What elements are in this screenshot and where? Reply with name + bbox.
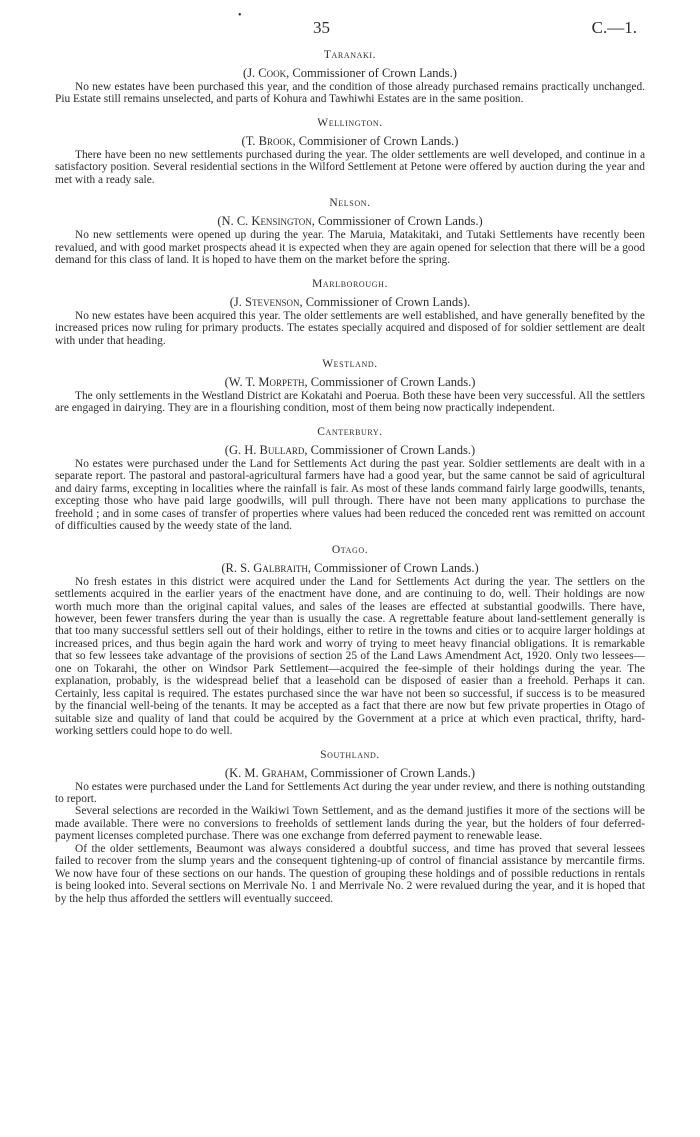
district-section [55,196,645,266]
page-number: 35 [313,18,330,37]
paragraph: Of the older settlements, Beaumont was always considered a doubtful success, and time has proved that several lessees failed to recover from the slump years and the consequent tightening-up of control of financial assistance by mercantile firms. We now have four of these sections on our hands. The question of grouping these holdings and of possible reductions in rentals is being looked into. Several sections on Merrivale No. 1 and Merrivale No. 2 were revalued during the year, and it is hoped that by the help thus afforded the settlers will eventually succeed. [55,842,645,905]
district-section [55,748,645,906]
commissioner-line [55,561,645,576]
commissioner-line [55,214,645,229]
section-body [55,149,645,186]
commissioner-name: N. C. Kensington [221,214,312,229]
section-body [55,229,645,266]
paragraph: The only settlements in the Westland District are Kokatahi and Poerua. Both these have been very successful. All the settlers are engaged in dairying. They are in a flourishing condition, most of them being now practically independent. [55,389,645,415]
open-paren: ( [243,66,248,80]
commissioner-line [55,295,645,310]
open-paren: ( [229,294,234,309]
district-title: Otago. [331,543,369,556]
commissioner-role: , Commissioner of Crown Lands.) [286,66,457,80]
commissioner-name: K. M. Graham [229,765,305,780]
paragraph: There have been no new settlements purchased during the year. The older settlements are well developed, and continue in a satisfactory position. Several residential sections in the Wilford Settlement at Petone were offered by auction during the year and met with a ready sale. [55,148,645,186]
paragraph: No new settlements were opened up during the year. The Maruia, Matakitaki, and Tutaki Settlements have recently been revalued, and with good market prospects ahead it is expected when they are again opened for selection that there will be a good demand for this class of land. It is hoped to have them on the market before the spring. [55,229,645,267]
report-sections [55,48,645,905]
district-section [55,48,645,106]
open-paren: ( [241,133,246,148]
commissioner-role: , Commissioner of Crown Lands.) [304,765,476,780]
district-section [55,277,645,347]
district-title: Southland. [320,748,380,761]
commissioner-name: J. Cook [247,66,287,80]
commissioner-line [55,443,645,458]
paragraph: No new estates have been purchased this year, and the condition of those already purchased remains practically unchanged. Piu Estate still remains unselected, and parts of Kohura and Tawhiwhi Estates are in the same position. [55,81,645,106]
paragraph: Several selections are recorded in the Waikiwi Town Settlement, and as the demand justifies it more of the sections will be made available. There were no conversions to freeholds of settlement lands during the year, but the holders of four deferred-payment licenses completed purchase. There was one exchange from deferred payment to renewable lease. [55,805,645,843]
commissioner-name: G. H. Bullard [228,442,305,457]
district-title: Wellington. [317,116,383,129]
commissioner-name: W. T. Morpeth [228,374,305,389]
paragraph: No fresh estates in this district were acquired under the Land for Settlements Act during the year. The settlers on the settlements acquired in the earlier years of the enactment have done, and are continuing to do, well. Their holdings are now worth much more than the original capital values, and sales of the leases are effected at substantial goodwills. There have, however, been fewer transfers during the year than is usually the case. A regrettable feature about land-settlement generally is that too many successful settlers sell out of their holdings, either to retire in the towns and cities or to acquire larger holdings at increased prices, and thus begin again the hard work and worry of trying to meet heavy financial obligations. It is remarkable that so few lessees take advantage of the provisions of section 25 of the Land Laws Amendment Act, 1920. Only two lessees—one on Tokarahi, the other on Windsor Park Settlement—acquired the fee-simple of their holdings during the year. The explanation, probably, is the widespread belief that a leasehold can be disposed of easier than a freehold. Perhaps it can. Certainly, less capital is required. The estates purchased since the war have not been so successful, if success is to be measured by the financial well-being of the tenants. It may be accepted as a fact that there are now but few private properties in Otago of suitable size and quality of land that could be acquired by the Government at a price at which even practical, thrifty, hard-working settlers could hope to do well. [55,575,645,738]
page-header [55,10,645,48]
commissioner-role: , Commissioner of Crown Lands.) [304,374,476,389]
commissioner-role: , Commissioner of Crown Lands.) [304,442,476,457]
district-title: Westland. [322,357,378,370]
section-body [55,781,645,906]
open-paren: ( [224,765,230,780]
document-reference: C.—1. [591,18,637,37]
commissioner-line [55,375,645,390]
district-title: Canterbury. [317,425,383,438]
paragraph: No new estates have been acquired this year. The older settlements are well established, and have generally benefited by the increased prices now ruling for primary products. The estates specially acquired and disposed of for soldier settlement are dealt with under that heading. [55,309,645,347]
open-paren: ( [224,374,229,389]
district-title: Taranaki. [323,49,377,61]
commissioner-name: J. Stevenson [233,294,300,309]
commissioner-name: R. S. Galbraith [225,560,308,575]
commissioner-role: , Commisioner of Crown Lands.) [292,133,459,148]
commissioner-line [55,766,645,781]
commissioner-name: T. Brook [245,133,293,148]
district-section [55,543,645,738]
section-body [55,576,645,738]
open-paren: ( [221,560,226,575]
district-title: Marlborough. [312,277,388,290]
commissioner-line [55,66,645,81]
paragraph: No estates were purchased under the Land for Settlements Act during the year under review, and there is nothing outstanding to report. [55,780,645,805]
commissioner-role: , Commissioner of Crown Lands). [299,294,471,309]
section-body [55,81,645,106]
open-paren: ( [224,442,229,457]
commissioner-role: , Commissioner of Crown Lands.) [311,214,483,229]
district-section [55,425,645,533]
section-body [55,310,645,347]
stray-mark: • [238,10,242,21]
district-title: Nelson. [329,197,371,210]
commissioner-role: , Commissioner of Crown Lands.) [307,560,479,575]
section-body [55,390,645,415]
paragraph: No estates were purchased under the Land for Settlements Act during the past year. Soldier settlements are dealt with in a separate report. The pastoral and pastoral-agricultural farmers have had a good year, but the same cannot be said of agricultural and dairy farms, excepting in localities where the rainfall is fair. As most of these lands command fairly large goodwills, tenants, excepting those who have paid large goodwills, will pull through. There have not been many applications to purchase the freehold ; and in some cases of transfer of properties where values had been reduced the conceded rent was remitted on account of difficulties caused by the weedy state of the land. [55,457,645,533]
document-page [55,10,645,915]
open-paren: ( [217,214,222,229]
section-body [55,458,645,533]
commissioner-line [55,134,645,149]
district-section [55,116,645,186]
district-section [55,357,645,415]
